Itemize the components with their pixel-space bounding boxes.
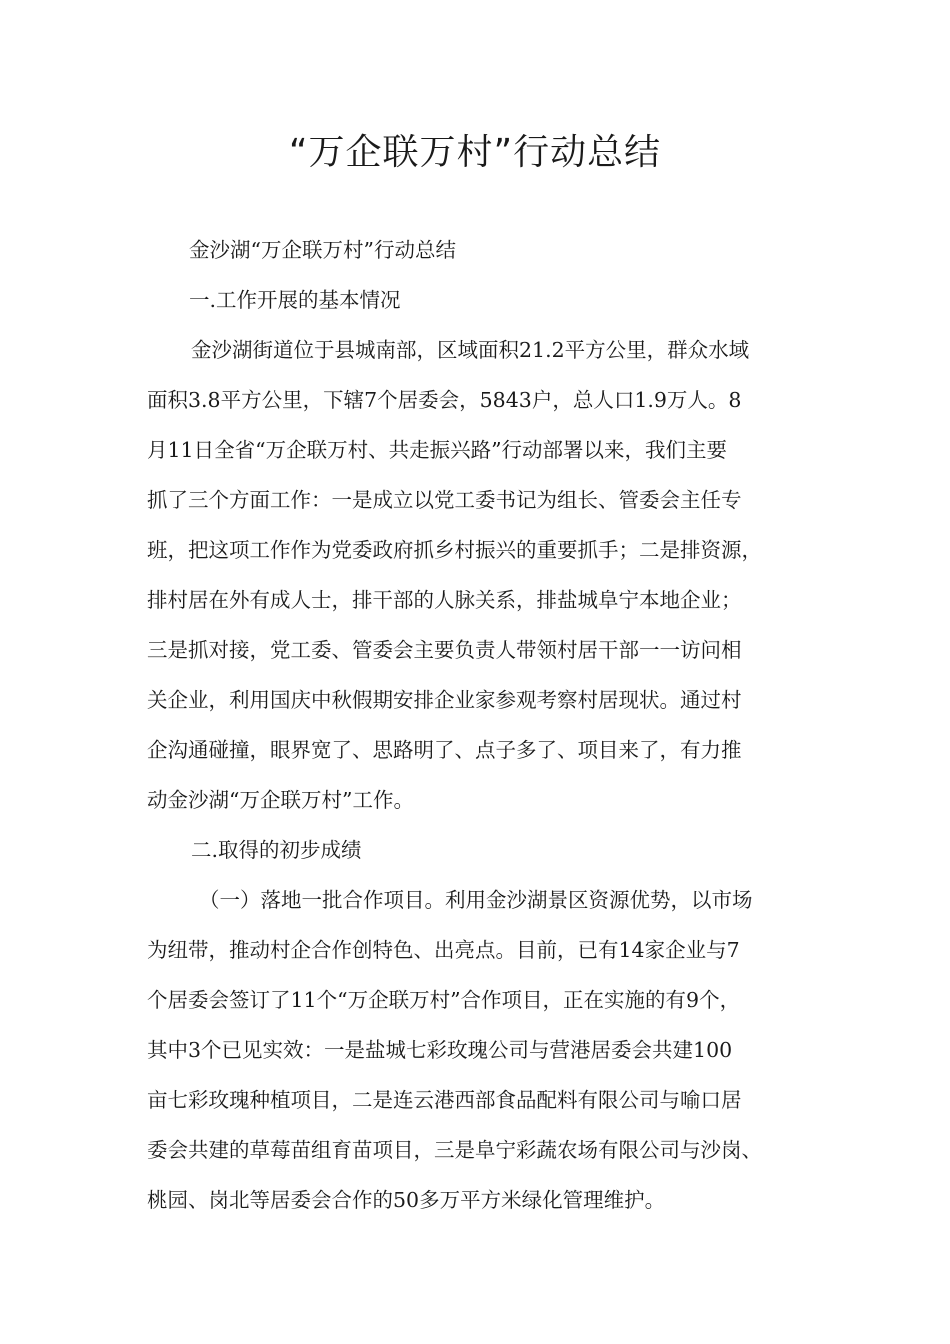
section-heading-1: 一.工作开展的基本情况 — [189, 288, 401, 312]
paragraph-line: 桃园、岗北等居委会合作的50多万平方米绿化管理维护。 — [147, 1188, 666, 1212]
paragraph-line: 动金沙湖“万企联万村”工作。 — [147, 788, 414, 812]
paragraph-line: 三是抓对接，党工委、管委会主要负责人带领村居干部一一访问相 — [147, 638, 742, 662]
paragraph-line: 面积3.8平方公里，下辖7个居委会，5843户，总人口1.9万人。8 — [147, 388, 742, 412]
paragraph-line: 委会共建的草莓苗组育苗项目，三是阜宁彩蔬农场有限公司与沙岗、 — [147, 1138, 762, 1162]
paragraph-line: （一）落地一批合作项目。利用金沙湖景区资源优势，以市场 — [199, 888, 753, 912]
paragraph-line: 个居委会签订了11个“万企联万村”合作项目，正在实施的有9个， — [147, 988, 741, 1012]
document-body — [147, 225, 822, 1225]
section-heading-2: 二.取得的初步成绩 — [191, 838, 362, 862]
paragraph-line: 班，把这项工作作为党委政府抓乡村振兴的重要抓手；二是排资源， — [147, 538, 762, 562]
paragraph-line: 金沙湖街道位于县城南部，区域面积21.2平方公里，群众水域 — [191, 338, 750, 362]
paragraph-line: 排村居在外有成人士，排干部的人脉关系，排盐城阜宁本地企业； — [147, 588, 742, 612]
document-title: “万企联万村”行动总结 — [288, 132, 662, 173]
paragraph-line: 企沟通碰撞，眼界宽了、思路明了、点子多了、项目来了，有力推 — [147, 738, 742, 762]
paragraph-line: 为纽带，推动村企合作创特色、出亮点。目前，已有14家企业与7 — [147, 938, 740, 962]
paragraph-line: 关企业，利用国庆中秋假期安排企业家参观考察村居现状。通过村 — [147, 688, 742, 712]
paragraph-line: 抓了三个方面工作：一是成立以党工委书记为组长、管委会主任专 — [147, 488, 742, 512]
subtitle-line: 金沙湖“万企联万村”行动总结 — [189, 238, 456, 262]
paragraph-line: 其中3个已见实效：一是盐城七彩玫瑰公司与营港居委会共建100 — [147, 1038, 733, 1062]
paragraph-line: 月11日全省“万企联万村、共走振兴路”行动部署以来，我们主要 — [147, 438, 728, 462]
paragraph-line: 亩七彩玫瑰种植项目，二是连云港西部食品配料有限公司与喻口居 — [147, 1088, 742, 1112]
